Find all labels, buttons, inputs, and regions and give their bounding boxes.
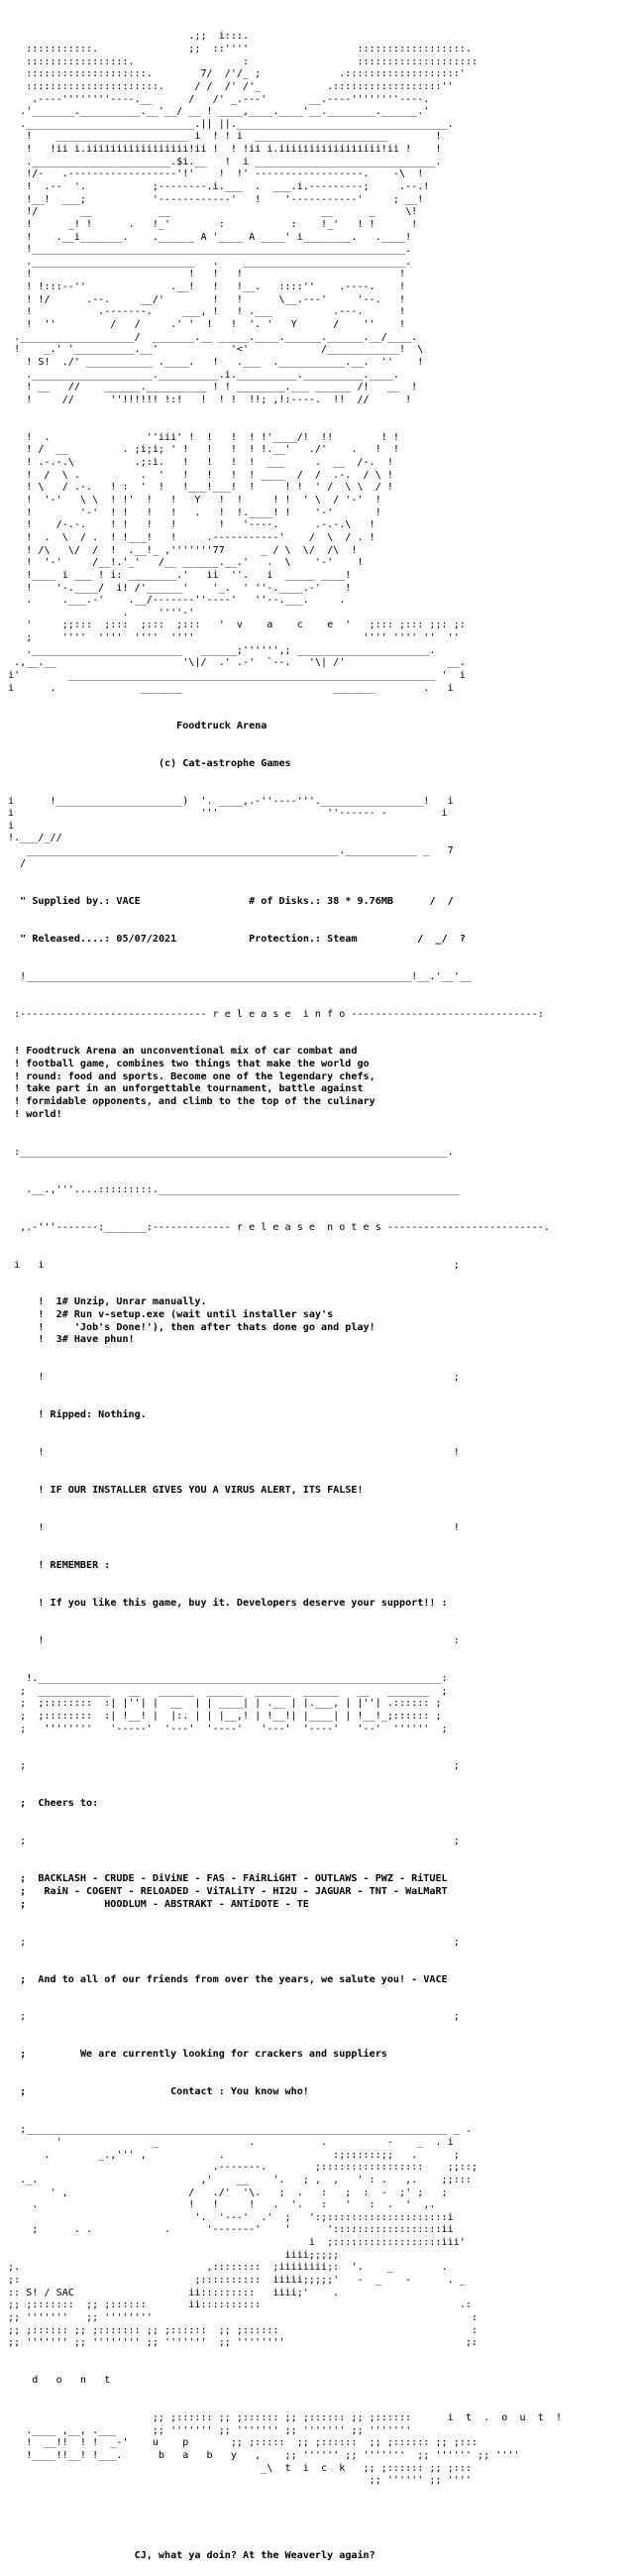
ascii-art-line: .;; i:::.: [8, 31, 250, 43]
looking-text: We are currently looking for crackers and suppliers: [79, 2049, 387, 2061]
ascii-art-line: . .___.-' .__/-------''----' ''--.___. .: [8, 595, 346, 607]
supplied-value: VACE: [116, 895, 141, 907]
ascii-art-line: ' ;;::: ;::: ;::: ;::: ' v a c e ' ;::: ;::: ;;: ;:: [8, 619, 466, 631]
salute-text: And to all of our friends from over the years, we salute you! - VACE: [38, 1973, 448, 1985]
released-value: 05/07/2021: [116, 933, 177, 945]
protection-label: Protection.:: [249, 933, 322, 945]
ascii-art-line: ! !:::--'' .__! ! !__. ::::'' .----. !: [8, 281, 406, 293]
ascii-art-line: ;; '''''' ;; '''': [8, 2475, 472, 2487]
ripped-text: Ripped: Nothing.: [50, 1409, 147, 1421]
ascii-art-line: !______________________________________________________________.: [8, 244, 412, 256]
ascii-art-header: [8, 31, 642, 406]
ascii-art-line: ! \ / .-. ! : ' ! !___!___! ! ! ! ' / \ \ / !: [8, 482, 393, 494]
ascii-art-line: i ;::::::::::::::::::iii': [8, 2237, 466, 2249]
ascii-art-line: .___________________________ . ___________________________.: [8, 256, 412, 268]
ascii-art-line: ._. ,' __ '. ; , , ' : . ,. ;;:::: [8, 2174, 472, 2185]
ascii-art-line: /: [8, 857, 27, 869]
info-bottom-border: !________________________________________________________________!__.'__'__: [8, 970, 472, 982]
ascii-art-line: . ''''-': [8, 607, 195, 618]
ascii-art-line: i . _______ _______ . i: [8, 682, 454, 694]
remember-text: If you like this game, buy it. Developers deserve your support!!: [50, 1598, 436, 1610]
release-info-description: [8, 1046, 642, 1121]
ascii-art-line: ._______________________.$i.__ ! i ______________________________.: [8, 156, 442, 168]
ascii-art-greetings-banner: [8, 1673, 642, 1736]
ascii-art-line: ! / __ . ;i;i; ' ! ! ! ! !.__' ./' . ! !: [8, 444, 400, 456]
ascii-art-line: ::::::::::::::::::::. 7/ /'/_ ; .:::::::::::::::::::': [8, 68, 466, 80]
salute-line: ; And to all of our friends from over the years, we salute you! - VACE: [8, 1973, 448, 1985]
ascii-art-line: ! '-.____/ i! /'______' '_. ' ''-.____.-' !: [8, 582, 352, 594]
release-note-item: ! 3# Have phun!: [8, 1334, 135, 1346]
cheers-label: Cheers to:: [38, 1798, 99, 1810]
footer-words-left: d o n t: [8, 2375, 111, 2387]
ascii-art-line: i' _____________________________________________________________ ' i: [8, 670, 466, 682]
ascii-art-line: ! . ''iii' ! ! ! ! !'____/! !! ! !: [8, 431, 400, 443]
release-note-item: ! 1# Unzip, Unrar manually.: [8, 1296, 207, 1308]
ripped-line: ! Ripped: Nothing.: [8, 1409, 147, 1421]
ascii-art-line: ! __ // ______.__________ ! ! ________.___ ______ /! __ !: [8, 382, 418, 393]
ascii-art-line: iiii;;;;;: [8, 2249, 340, 2261]
ascii-art-line: !/ __ __ __ _ \!: [8, 206, 418, 218]
ascii-art-line: ' , / ./' '\. ; . : ; : - ;' ; ;: [8, 2186, 448, 2198]
ascii-art-line: ; '''' '''' '''' '''' '''' '''' '' '': [8, 632, 460, 644]
greetings-line: ; BACKLASH - CRUDE - DiViNE - FAS - FAiRLiGHT - OUTLAWS - PWZ - RiTUEL: [8, 1873, 448, 1885]
ascii-art-line: ; ;:::::::: :| |''| | __ | | ____| | .__ | |.___, | |''| .:::::: ;: [8, 1698, 442, 1710]
ascii-art-line: ; . . . '-------' ' '::::::::::::::::::ii: [8, 2224, 454, 2236]
ascii-art-line: .'_______.__________.__'__/ __ ! ____,____.____'__.________.______.': [8, 106, 430, 118]
release-notes-heading: r e l e a s e n o t e s: [236, 1221, 381, 1233]
ascii-art-line: ; '''''''' '-----' '---' '----' '---' '----' '--' '''''' ;: [8, 1723, 448, 1735]
description-line: ! world!: [8, 1108, 62, 1120]
notes-spacer: i i ;: [8, 1259, 460, 1271]
description-line: ! football game, combines two things that make the world go: [8, 1059, 370, 1070]
release-notes-list: [8, 1296, 642, 1347]
ascii-art-line: :::::::::::. ;; ::'''' ::::::::::::::::::.: [8, 43, 472, 55]
ascii-art-line: ! __!! ! ! _-' u p ;; ;::::: ;; ;:::::: ;; ;:::::: ;; ;:::: [8, 2437, 479, 2449]
ascii-art-line: ! _! ! . !_' : : !_' ! ! !: [8, 218, 418, 230]
game-title-line: [8, 721, 642, 733]
ascii-art-line: .,__.__ '\|/ .' .-' `--. '\| /' __.: [8, 657, 466, 669]
ascii-art-line: ! '-' /__!.'_' /__ ______.__.' . \ '-' !: [8, 557, 364, 569]
greetings-list: [8, 1873, 642, 1911]
ascii-art-line: !____!!__! !___. b a b y , ;; '''''' ;; ''''''' ;; '''''' ;; '''': [8, 2450, 520, 2462]
ascii-art-line: !.___________________________________________________________________:: [8, 1672, 448, 1684]
ascii-art-line: ! ______________________ i ! ! i ______________________ !: [8, 131, 442, 143]
ascii-art-line: ! !ii i.iiiiiiiiiiiiiiiii!ii ! ! !ii i.iiiiiiiiiiiiiiiii!ii ! !: [8, 144, 442, 156]
ascii-art-line: ! S! ./' ___________ .____. ! .___ .___________.__. '' !: [8, 356, 424, 368]
release-note-item: ! 2# Run v-setup.exe (wait until installer say's: [8, 1309, 334, 1321]
release-info-heading: r e l e a s e i n f o: [212, 1008, 346, 1020]
virus-warning-line: ! IF OUR INSTALLER GIVES YOU A VIRUS ALERT, ITS FALSE!: [8, 1485, 364, 1497]
ascii-art-line: ;; ''''''' ;; '''''''' :: [8, 2311, 479, 2323]
notes-spacer: ; ;: [8, 1760, 460, 1772]
ascii-art-line: .-------. ;::::::::::::::::: ;;::;: [8, 2162, 479, 2174]
release-notes-heading-line: ,.-'''-------:_______:------------- r e l e a s e n o t e s --------------------------.: [8, 1221, 550, 1233]
greetings-line: ; RaiN - COGENT - RELOADED - ViTALiTY - HI2U - JAGUAR - TNT - WaLMaRT: [8, 1885, 448, 1897]
release-info-bottom-border: :_______________________________________________________________________.: [8, 1146, 454, 1158]
virus-warning: IF OUR INSTALLER GIVES YOU A VIRUS ALERT, ITS FALSE!: [50, 1485, 364, 1497]
ascii-art-line: .___________________/ _______.__ _____.____.______.______.__/____.: [8, 331, 418, 343]
game-company: (c) Cat-astrophe Games: [158, 757, 291, 769]
ascii-art-line: ;; ;:::::: ;; ;::::::: ;; ;:::::: ;; ;:::::: :: [8, 2324, 479, 2336]
ascii-art-line: :::::::::::::::::. : ::::::::::::::::::::: [8, 56, 479, 67]
notes-spacer: ! !: [8, 1447, 460, 1459]
notes-spacer: ; ;: [8, 1936, 460, 1948]
ascii-art-line: ;; ''''''' ;; '''''''' ;; ''''''' ;; '''''''' ;:: [8, 2337, 479, 2349]
ascii-art-line: ! / \ . . ' ! ! ! ! ____ / / .-. / \ !: [8, 469, 393, 481]
ascii-art-line: ._________________________ ______;'''''',; ______________________.: [8, 644, 436, 656]
ascii-art-line: ::::::::::::::::::::::. / / /' /'_ .::::::::::::::::::'': [8, 80, 454, 92]
company-line: [8, 758, 642, 771]
ascii-art-line: i ''' ''------ - i: [8, 808, 448, 820]
contact-line: ; Contact : You know who!: [8, 2086, 309, 2098]
remember-text-line: ! If you like this game, buy it. Developers deserve your support!! :: [8, 1598, 448, 1610]
ascii-art-line: '. '---' .' ; ':;::::::::::::::::::::i: [8, 2211, 454, 2223]
ascii-art-line: i: [8, 820, 15, 832]
footer-spacer: [8, 2513, 642, 2525]
supplied-label: Supplied by.:: [32, 895, 111, 907]
disks-value: 38 * 9.76MB: [327, 895, 393, 907]
ascii-art-line: ; ____________ __ ______ ______ ______ ______ __ _______ ;: [8, 1685, 448, 1697]
ascii-art-line: .----''''''''----.__ / /' _.---' __.----''''''''----.: [8, 93, 430, 105]
ascii-art-line: ;: ;:::::::::: iiiii;;;;;' - _ - . _: [8, 2275, 466, 2287]
ascii-art-line: ! /-.-. ! ! ! ! ! '----. .-.-.\ !: [8, 519, 375, 531]
game-title: Foodtruck Arena: [176, 720, 268, 731]
description-line: ! take part in an unforgettable tournament, battle against: [8, 1083, 364, 1095]
cheers-line: ; Cheers to:: [8, 1798, 99, 1810]
released-label: Released....:: [32, 933, 111, 945]
ascii-art-footer: [8, 2124, 642, 2350]
release-info-heading-line: :------------------------------- r e l e a s e i n f o -------------------------------:: [8, 1008, 544, 1020]
description-line: ! formidable opponents, and climb to the top of the culinary: [8, 1096, 375, 1108]
notes-spacer: ; ;: [8, 2011, 460, 2023]
description-line: ! Foodtruck Arena an unconventional mix of car combat and: [8, 1046, 358, 1058]
description-line: ! round: food and sports. Become one of the legendary chefs,: [8, 1070, 375, 1082]
ascii-art-logo: [8, 432, 642, 695]
ascii-art-line: ! .-------. ___, ! ! .___ .---. !: [8, 306, 406, 318]
ascii-art-line: i !_____________________) '. ____,.-''----'''._________________! i: [8, 795, 454, 807]
released-protection-line: " Released....: 05/07/2021 Protection.: Steam / _/ ?: [8, 933, 466, 945]
ascii-art-line: ;. ,:::::::: ;iiiiiiii;: '. _ .: [8, 2262, 448, 2274]
notes-spacer: ! :: [8, 1635, 460, 1646]
ascii-art-line: :: S! / SAC ii::::::::: iiii;' .: [8, 2287, 340, 2298]
ascii-art-line: ! '-' \ \ ! !' ! ! Y ! ! ! ! ' \ / '-' !: [8, 495, 381, 506]
ascii-art-line: .____________________________.|| ||.___________________________________.: [8, 118, 454, 130]
ascii-art-line: .____________________.__________.i.__________.__________.____.: [8, 369, 400, 381]
notes-spacer: ! ;: [8, 1372, 460, 1384]
disks-label: # of Disks.:: [249, 895, 322, 907]
footer-quote: CJ, what ya doin? At the Weaverly again?: [134, 2550, 375, 2562]
supplied-disks-line: " Supplied by.: VACE # of Disks.: 38 * 9.76MB / /: [8, 895, 454, 907]
ascii-art-line: ! ! ! ! !: [8, 269, 406, 280]
ascii-art-line: !____ i ___ ! i: ________.' ii ''. i _____ ____!: [8, 569, 352, 581]
ascii-art-line: ! // ''!!!!!! !:! ! ! ! !!; ,!:----. !! // !: [8, 393, 412, 405]
ascii-art-line: ;; ;:::::: ;; ;:::::: ;; ;:::::: ;; ;:::::: i t . o u t !: [8, 2412, 563, 2424]
protection-value: Steam: [327, 933, 358, 945]
ascii-art-line: ! '' / / .' ' ! ! '. ' Y / '' !: [8, 319, 406, 331]
ascii-art-line: ;; ;::::::: ;; ;:::::: ii:::::::::: .:: [8, 2299, 472, 2311]
notes-spacer: ; ;: [8, 1836, 460, 1848]
ascii-art-line: ' _ . . - _ . i: [8, 2136, 454, 2148]
ascii-art-line: ! .__i_______. .______ A '____ A ____' i________. .____!: [8, 231, 412, 243]
notes-divider: .__.,'''....:::::::::.__________________________________________________: [8, 1183, 460, 1195]
ascii-art-line: !__! ___; '------------' ! '-----------' ; __!: [8, 193, 424, 205]
ascii-art-line: .____ ,__, .___ ;; ''''''' ;; ''''''' ;; ''''''' ;; ''''''': [8, 2424, 412, 2436]
ascii-art-line: . _.,''' , . :;::::::;; . ;: [8, 2149, 460, 2161]
ascii-art-footer-lower: [8, 2412, 642, 2488]
ascii-art-line: . ! ! ! . '. : ' : . ' ,.: [8, 2199, 436, 2211]
ascii-art-line: ! .-- '. ;--------.i.___ . ___.i.---------; .--.!: [8, 181, 430, 192]
footer-quote-line: [8, 2550, 642, 2563]
ascii-art-line: ! '-' ! ! ! ! . ! !.____! ! '-' !: [8, 506, 381, 518]
ascii-art-line: ! . \ / . ! !___! ! .-----------' / \ / . !: [8, 531, 375, 543]
ascii-art-line: ! /\ \/ / ! .__!_ ,'''''''77 _ / \ \/ /\ !: [8, 544, 358, 556]
ascii-art-line: ! .-.-.\ .;:i. ! ! ! ! ___ . __ /-. !: [8, 457, 393, 469]
greetings-line: ; HOODLUM - ABSTRAKT - ANTiDOTE - TE: [8, 1898, 309, 1910]
ascii-art-line: ; ;:::::::: :| !__! | |:. | | |__,! | !__!| |____| | !__!_;:::::: ;: [8, 1710, 442, 1722]
ascii-art-line: !/- .------------------'!' ! !' ------------------. -\ !: [8, 168, 424, 180]
release-note-item: ! 'Job's Done!'), then after thats done go and play!: [8, 1321, 375, 1333]
ascii-art-line: ____________________________________________________.____________ _ 7: [8, 845, 454, 857]
ascii-art-line: ;______________________________________________________________________ _ .: [8, 2124, 472, 2136]
ascii-art-line: !.___/_//: [8, 833, 62, 844]
looking-line: ; We are currently looking for crackers and suppliers: [8, 2049, 387, 2061]
remember-heading: REMEMBER :: [50, 1560, 111, 1572]
notes-spacer: ! !: [8, 1522, 460, 1534]
remember-heading-line: ! REMEMBER :: [8, 1560, 111, 1572]
ascii-art-line: _\ t i c k ;; ;:::::: ;; ;:::: [8, 2462, 472, 2474]
ascii-art-line: ! !/ .--. __/' ! ! \__.---' '--. !: [8, 293, 406, 305]
ascii-art-title-frame: [8, 796, 642, 871]
contact-text: Contact : You know who!: [170, 2086, 309, 2098]
ascii-art-line: ! _.' '__________.__' '<' /____________! \: [8, 344, 424, 356]
